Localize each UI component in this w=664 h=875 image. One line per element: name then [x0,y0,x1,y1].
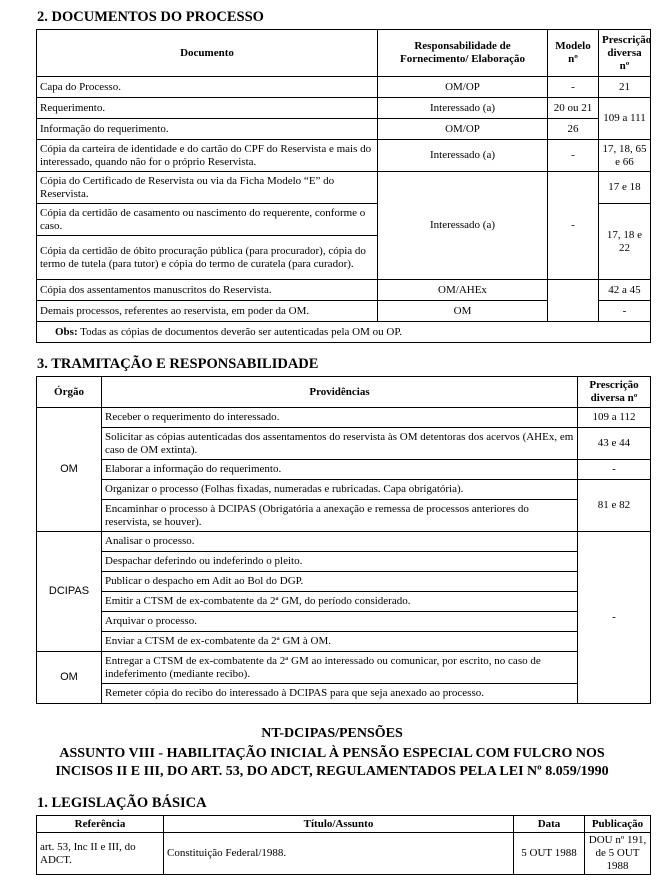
obs-row [37,322,651,343]
resp-cell: Interessado (a) [378,98,548,119]
table-row [37,428,651,460]
header-prescricao: Prescrição diversa nº [599,30,651,77]
obs-text: Todas as cópias de documentos deverão ser autenticadas pela OM ou OP. [77,325,402,338]
table-row [37,612,651,632]
nt-title: NT-DCIPAS/PENSÕES [261,726,403,741]
presc-cell: 17, 18 e 22 [599,204,651,280]
resp-cell: OM/AHEx [378,280,548,301]
prov-cell: Receber o requerimento do interessado. [102,408,578,428]
obs-label: Obs: [55,325,78,338]
presc-cell: 42 a 45 [599,280,651,301]
table-row [37,632,651,652]
modelo-cell: 26 [548,119,599,140]
publicacao-cell: DOU nº 191, de 5 OUT 1988 [585,833,651,875]
header-documento: Documento [37,30,378,77]
nt-subtitle-line-1: ASSUNTO VIII - HABILITAÇÃO INICIAL À PENSÃO ESPECIAL COM FULCRO NOS [59,746,605,761]
modelo-cell: 20 ou 21 [548,98,599,119]
header-modelo: Modelo nº [548,30,599,77]
table-row [37,172,651,204]
header-data: Data [514,816,585,833]
prov-cell: Analisar o processo. [102,532,578,552]
prov-cell: Elaborar a informação do requerimento. [102,460,578,480]
data-cell: 5 OUT 1988 [514,833,585,875]
modelo-cell: - [548,140,599,172]
header-orgao: Órgão [37,377,102,408]
nt-subtitle-line-2: INCISOS II E III, DO ART. 53, DO ADCT, REGULAMENTADOS PELA LEI Nº 8.059/1990 [55,764,609,779]
presc-cell: - [578,460,651,480]
table-header-row [37,377,651,408]
presc-cell: 17 e 18 [599,172,651,204]
table-row [37,408,651,428]
table-row [37,480,651,500]
table-row [37,77,651,98]
tramitacao-table [36,376,651,704]
prov-cell: Remeter cópia do recibo do interessado à DCIPAS para que seja anexado ao processo. [102,684,578,704]
documents-table [36,29,651,343]
obs-cell [37,322,651,343]
doc-cell: Requerimento. [37,98,378,119]
presc-cell: 21 [599,77,651,98]
header-providencias: Providências [102,377,578,408]
doc-cell: Cópia dos assentamentos manuscritos do Reservista. [37,280,378,301]
table-row [37,460,651,480]
header-titulo: Título/Assunto [164,816,514,833]
presc-cell: 43 e 44 [578,428,651,460]
doc-cell: Capa do Processo. [37,77,378,98]
prov-cell: Entregar a CTSM de ex-combatente da 2ª GM ao interessado ou comunicar, por escrito, no caso de indeferimento (mediante recibo). [102,652,578,684]
section-3-heading: 3. TRAMITAÇÃO E RESPONSABILIDADE [37,356,319,372]
presc-cell: 17, 18, 65 e 66 [599,140,651,172]
doc-cell: Cópia da certidão de óbito procuração pública (para procurador), cópia do termo de tutela (para tutor) e cópia do termo de curatela (para curador). [37,236,378,280]
table-row [37,280,651,301]
table-row [37,552,651,572]
resp-cell: OM/OP [378,77,548,98]
prov-cell: Organizar o processo (Folhas fixadas, numeradas e rubricadas. Capa obrigatória). [102,480,578,500]
presc-cell: - [599,301,651,322]
table-row [37,500,651,532]
doc-cell: Informação do requerimento. [37,119,378,140]
header-prescricao: Prescrição diversa nº [578,377,651,408]
prov-cell: Encaminhar o processo à DCIPAS (Obrigatória a anexação e remessa de processos anteriores do reservista, se houver). [102,500,578,532]
section-2-heading: 2. DOCUMENTOS DO PROCESSO [37,9,264,25]
modelo-cell [548,280,599,322]
table-row [37,833,651,875]
titulo-cell: Constituição Federal/1988. [164,833,514,875]
table-row [37,652,651,684]
doc-cell: Cópia da certidão de casamento ou nascimento do requerente, conforme o caso. [37,204,378,236]
table-row [37,572,651,592]
table-row [37,532,651,552]
table-row [37,684,651,704]
prov-cell: Enviar a CTSM de ex-combatente da 2ª GM à OM. [102,632,578,652]
table-row [37,592,651,612]
resp-cell: OM [378,301,548,322]
modelo-cell: - [548,77,599,98]
section-1-heading: 1. LEGISLAÇÃO BÁSICA [37,795,207,811]
prov-cell: Arquivar o processo. [102,612,578,632]
doc-cell: Cópia da carteira de identidade e do cartão do CPF do Reservista e mais do interessado, quando não for o próprio Reservista. [37,140,378,172]
doc-cell: Cópia do Certificado de Reservista ou via da Ficha Modelo “E” do Reservista. [37,172,378,204]
resp-cell: Interessado (a) [378,172,548,280]
header-publicacao: Publicação [585,816,651,833]
modelo-cell: - [548,172,599,280]
legislacao-table [36,815,651,875]
table-header-row [37,816,651,833]
presc-cell: 109 a 112 [578,408,651,428]
orgao-cell: OM [37,408,102,532]
presc-cell: 81 e 82 [578,480,651,532]
prov-cell: Solicitar as cópias autenticadas dos assentamentos do reservista às OM detentoras dos acervos (AHEx, em caso de OM extinta). [102,428,578,460]
prov-cell: Despachar deferindo ou indeferindo o pleito. [102,552,578,572]
resp-cell: Interessado (a) [378,140,548,172]
doc-cell: Demais processos, referentes ao reservista, em poder da OM. [37,301,378,322]
table-row [37,98,651,119]
header-responsabilidade: Responsabilidade de Fornecimento/ Elaboração [378,30,548,77]
presc-cell: - [578,532,651,704]
table-header-row [37,30,651,77]
ref-cell: art. 53, Inc II e III, do ADCT. [37,833,164,875]
orgao-cell: DCIPAS [37,532,102,652]
table-row [37,140,651,172]
presc-cell: 109 a 111 [599,98,651,140]
table-row [37,119,651,140]
prov-cell: Emitir a CTSM de ex-combatente da 2ª GM, do período considerado. [102,592,578,612]
prov-cell: Publicar o despacho em Adit ao Bol do DGP. [102,572,578,592]
orgao-cell: OM [37,652,102,704]
header-referencia: Referência [37,816,164,833]
resp-cell: OM/OP [378,119,548,140]
